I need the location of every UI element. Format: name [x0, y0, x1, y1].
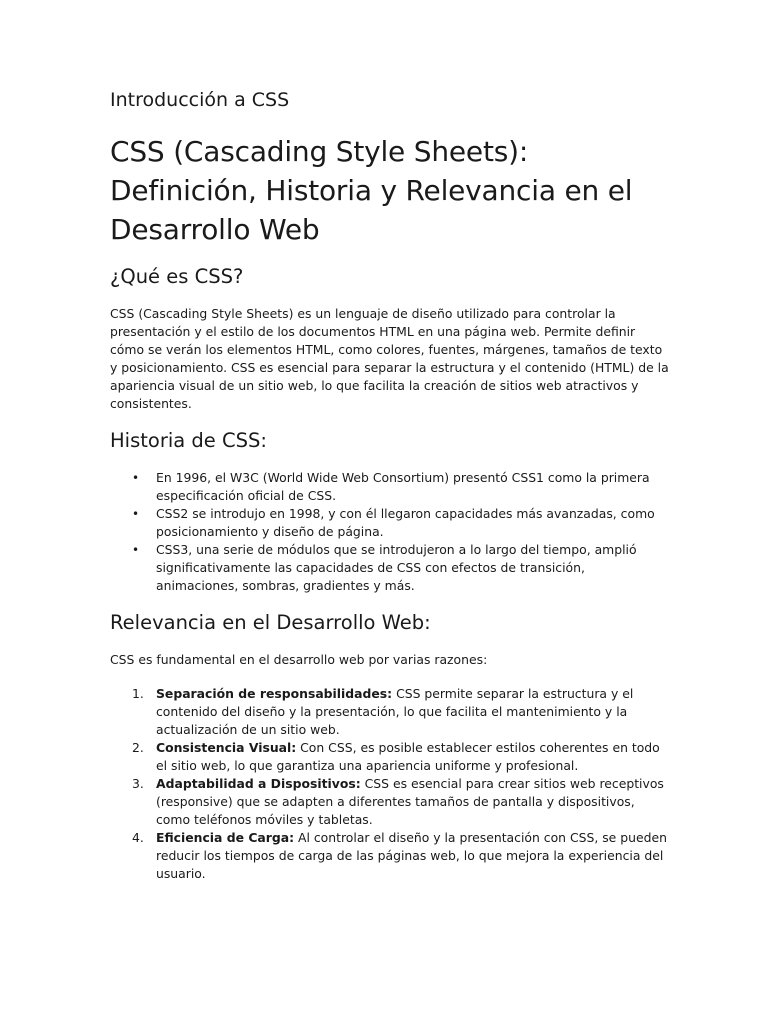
- list-item-text: CSS permite separar la estructura y el contenido del diseño y la presentación, lo que facilita el mantenimiento y la actualización de un sitio web.: [156, 686, 634, 737]
- list-item-text: Con CSS, es posible establecer estilos coherentes en todo el sitio web, lo que garantiza una apariencia uniforme y profesional.: [156, 740, 660, 773]
- list-item-text: CSS3, una serie de módulos que se introdujeron a lo largo del tiempo, amplió significativamente las capacidades de CSS con efectos de transición, animaciones, sombras, gradientes y más.: [156, 542, 637, 593]
- list-item-term: Separación de responsabilidades:: [156, 686, 393, 701]
- list-number: 2.: [132, 740, 144, 755]
- bullet-icon: •: [132, 471, 140, 485]
- list-item-term: Eficiencia de Carga:: [156, 830, 295, 845]
- list-number: 1.: [132, 686, 144, 701]
- section-heading-que-es: ¿Qué es CSS?: [110, 265, 244, 288]
- list-item-text: CSS es esencial para crear sitios web receptivos (responsive) que se adapten a diferentes tamaños de pantalla y dispositivos, como teléfonos móviles y tabletas.: [156, 776, 664, 827]
- list-item: [110, 541, 670, 595]
- list-item-text: En 1996, el W3C (World Wide Web Consortium) presentó CSS1 como la primera especificación oficial de CSS.: [156, 470, 650, 503]
- section-paragraph-que-es: CSS (Cascading Style Sheets) es un lenguaje de diseño utilizado para controlar la presentación y el estilo de los documentos HTML en una página web. Permite definir cómo se verán los elementos HTML, como colores, fuentes, márgenes, tamaños de texto y posicionamiento. CSS es esencial para separar la estructura y el contenido (HTML) de la apariencia visual de un sitio web, lo que facilita la creación de sitios web atractivos y consistentes.: [110, 306, 669, 411]
- section-intro-relevancia: CSS es fundamental en el desarrollo web por varias razones:: [110, 652, 488, 667]
- list-number: 3.: [132, 776, 144, 791]
- list-item-term: Adaptabilidad a Dispositivos:: [156, 776, 361, 791]
- bullet-icon: •: [132, 543, 140, 557]
- list-item-text: Al controlar el diseño y la presentación con CSS, se pueden reducir los tiempos de carga de las páginas web, lo que mejora la experiencia del usuario.: [156, 830, 667, 881]
- list-item: [110, 505, 670, 541]
- page-title: CSS (Cascading Style Sheets): Definición, Historia y Relevancia en el Desarrollo Web: [110, 135, 633, 246]
- relevancia-list: [110, 685, 670, 883]
- historia-list: [110, 469, 670, 595]
- list-item: [110, 775, 670, 829]
- list-item: [110, 469, 670, 505]
- list-item: [110, 685, 670, 739]
- document-page: [110, 86, 670, 883]
- list-item: [110, 829, 670, 883]
- intro-title: Introducción a CSS: [110, 89, 290, 111]
- list-item-text: CSS2 se introdujo en 1998, y con él llegaron capacidades más avanzadas, como posicionamiento y diseño de página.: [156, 506, 655, 539]
- list-number: 4.: [132, 830, 144, 845]
- section-heading-relevancia: Relevancia en el Desarrollo Web:: [110, 611, 431, 634]
- list-item: [110, 739, 670, 775]
- section-heading-historia: Historia de CSS:: [110, 429, 267, 452]
- list-item-term: Consistencia Visual:: [156, 740, 297, 755]
- bullet-icon: •: [132, 507, 140, 521]
